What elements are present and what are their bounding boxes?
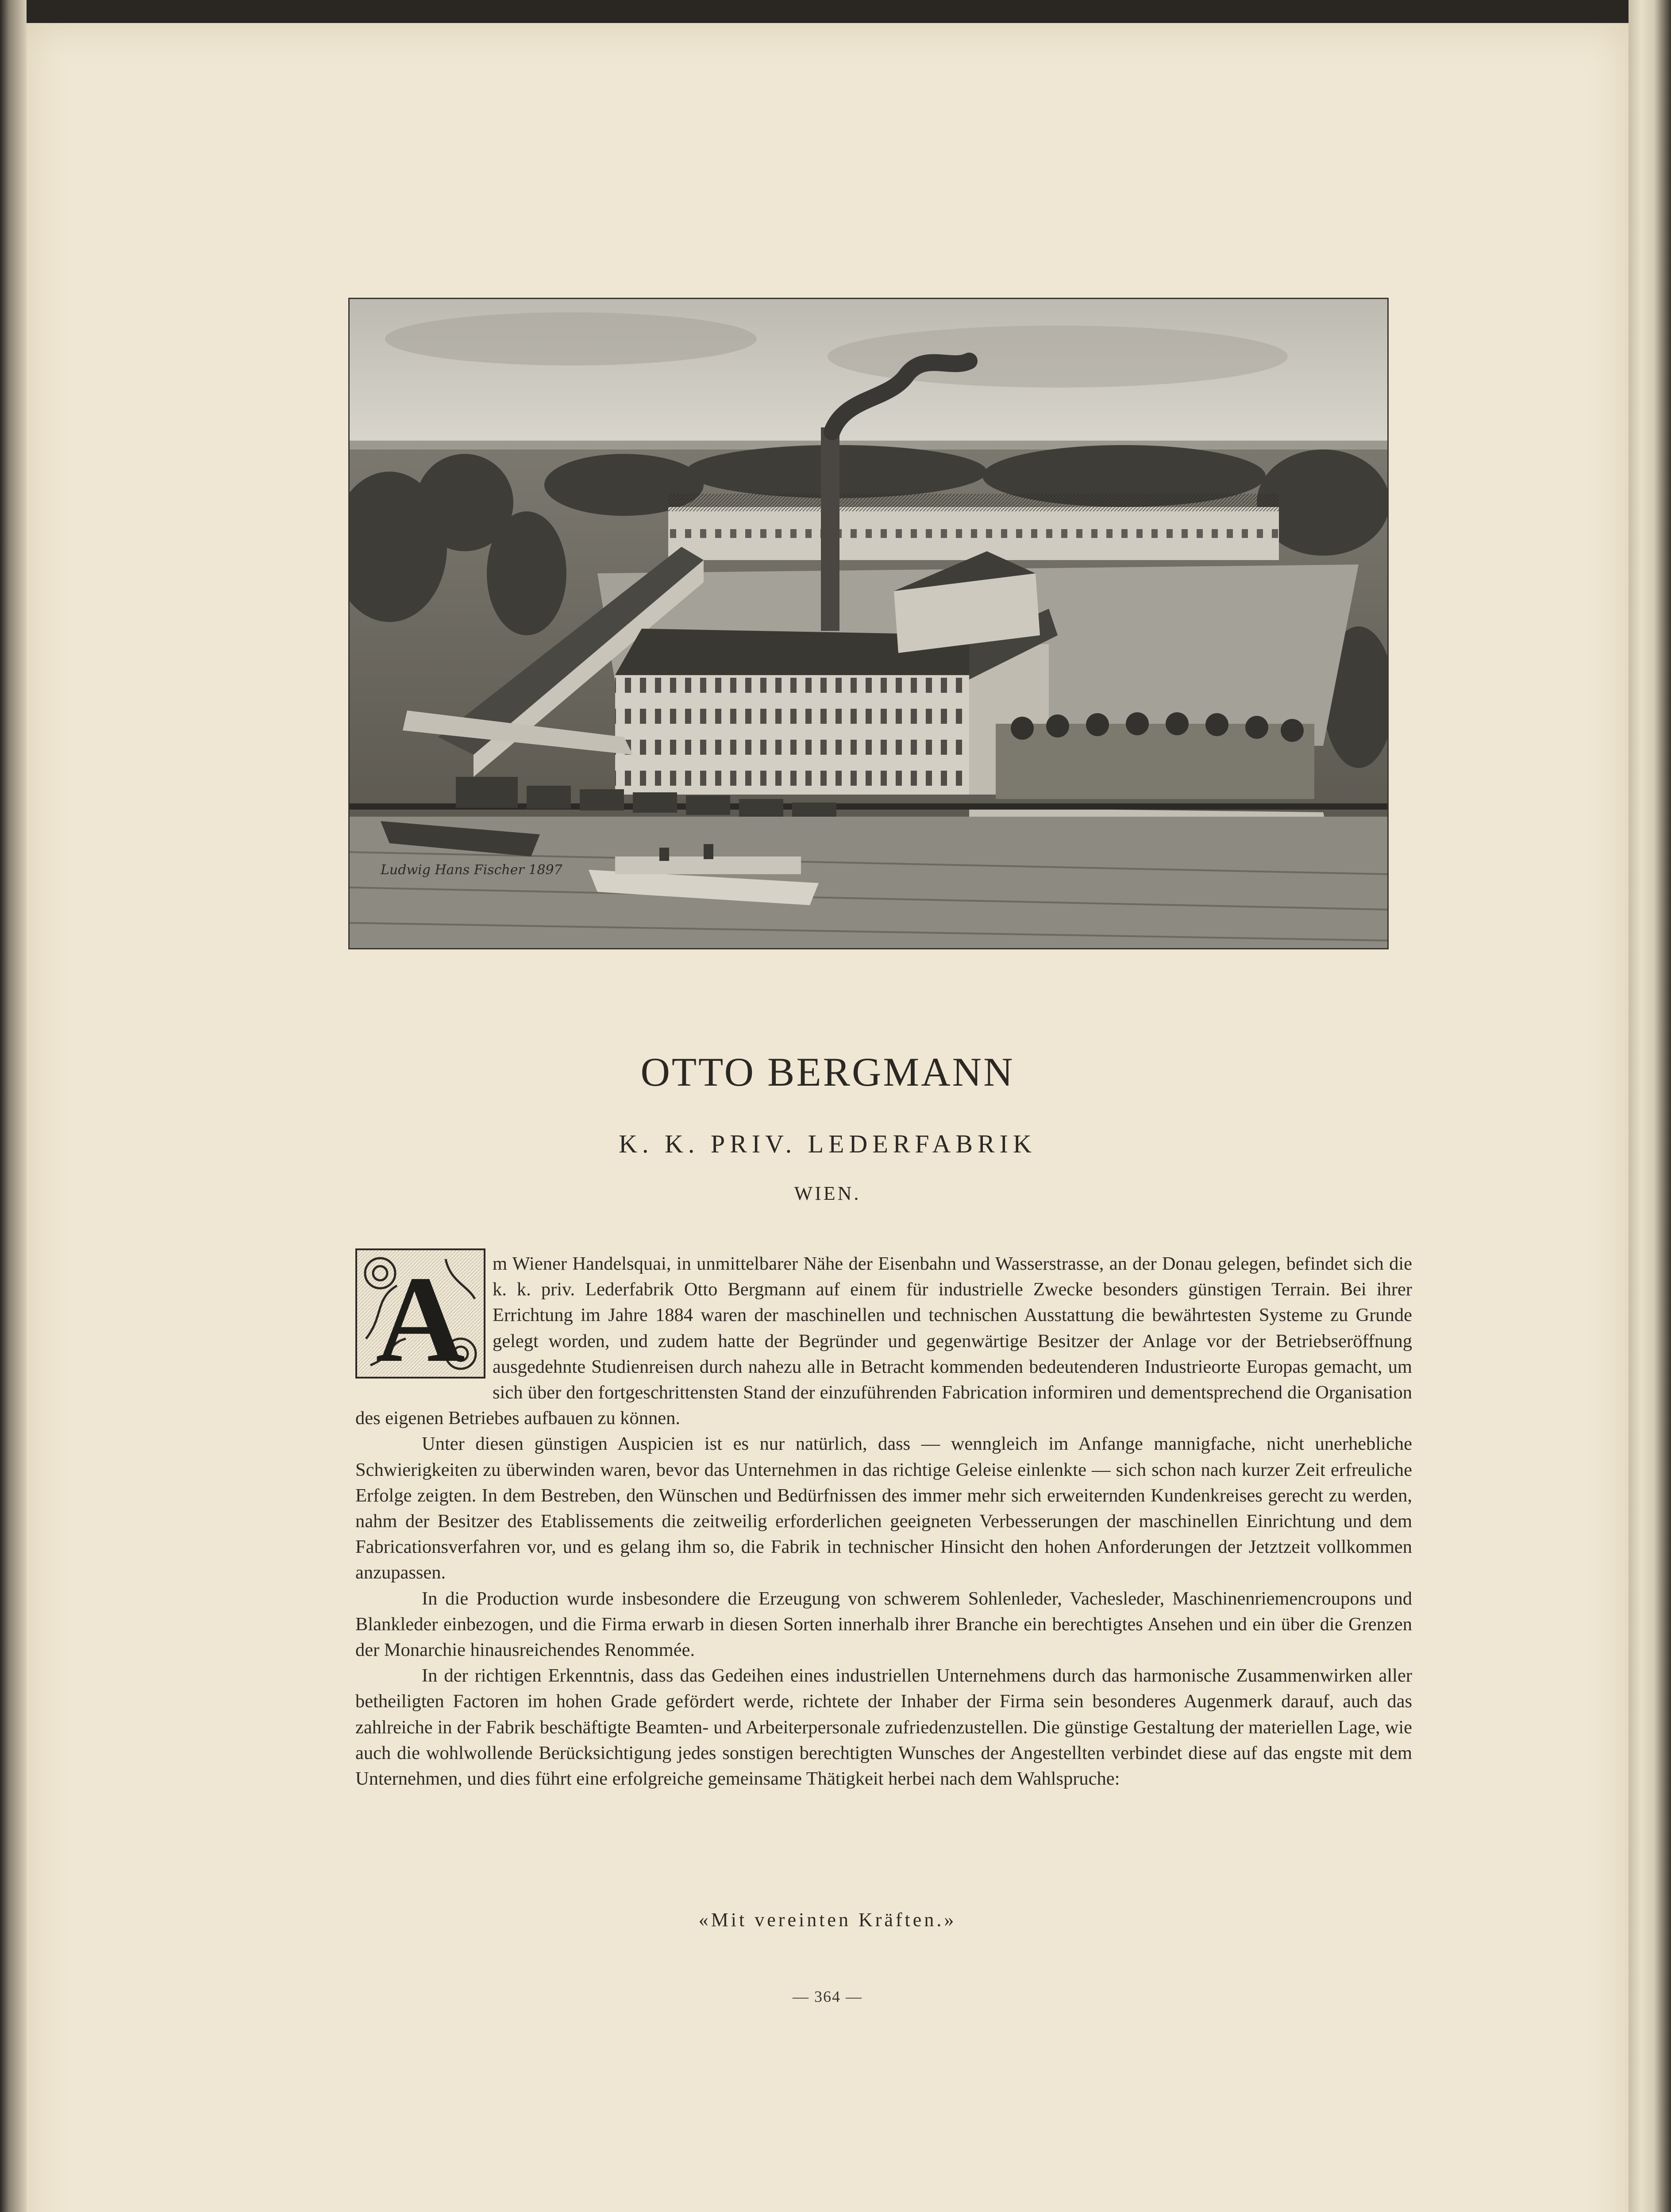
paragraph-3: In die Production wurde insbesondere die Erzeugung von schwerem Sohlenleder, Vachesleder, Maschinenriemencroupons und Blankleder einbezogen, und die Firma erwarb in diesen Sorten innerhalb ihrer Branche ein berechtigtes Ansehen und ein über die Grenzen der Monarchie hinausreichendes Renommée.	[355, 1588, 1412, 1661]
firm-name: OTTO BERGMANN	[640, 1049, 1015, 1094]
business-type: K. K. PRIV. LEDERFABRIK	[619, 1129, 1036, 1158]
initial-letter: A	[375, 1250, 466, 1377]
paragraph-4: In der richtigen Erkenntnis, dass das Gedeihen eines industriellen Unternehmens durch das harmonische Zusammenwirken aller betheiligten Factoren im hohen Grade gefördert werde, richtete der Inhaber der Firma sein besonderes Augenmerk darauf, auch das zahlreiche in der Fabrik beschäftigte Beamten- und Arbeiterpersonale zufriedenzustellen. Die günstige Gestaltung der materiellen Lage, wie auch die wohlwollende Berücksichtigung jedes sonstigen berechtigten Wunsches der Angestellten verbindet diese auf das engste mit dem Unternehmen, und dies führt eine erfolgreiche gemeinsame Thätigkeit herbei nach dem Wahlspruche:	[355, 1665, 1412, 1790]
motto: «Mit vereinten Kräften.»	[698, 1909, 957, 1931]
book-page	[27, 23, 1629, 2212]
factory-engraving	[350, 299, 1387, 948]
body-text	[355, 1251, 1412, 1792]
page-edge-right	[1629, 0, 1671, 2212]
city: WIEN.	[794, 1183, 861, 1204]
factory-illustration	[348, 298, 1389, 949]
paragraph-1: m Wiener Handelsquai, in unmittelbarer Nähe der Eisenbahn und Wasserstrasse, an der Donau gelegen, befindet sich die k. k. priv. Lederfabrik Otto Bergmann auf einem für industrielle Zwecke besonders günstigen Terrain. Bei ihrer Errichtung im Jahre 1884 waren der maschinellen und technischen Ausstattung die bewährtesten Systeme zu Grunde gelegt worden, und zudem hatte der Begründer und gegenwärtige Besitzer der Anlage vor der Betriebseröffnung ausgedehnte Studienreisen durch nahezu alle in Betracht kommenden bedeutenderen Industrieorte Europas gemacht, um sich über den fortgeschrittensten Stand der einzuführenden Fabrication informiren und dementsprechend die Organisation des eigenen Betriebes aufbauen zu können.	[355, 1253, 1412, 1429]
page-edge-left	[0, 0, 27, 2212]
paragraph-2: Unter diesen günstigen Auspicien ist es nur natürlich, dass — wenngleich im Anfange mannigfache, nicht unerhebliche Schwierigkeiten zu überwinden waren, bevor das Unternehmen in das richtige Geleise einlenkte — sich schon nach kurzer Zeit erfreuliche Erfolge zeigten. In dem Bestreben, den Wünschen und Bedürfnissen des immer mehr sich erweiternden Kundenkreises gerecht zu werden, nahm der Besitzer des Etablissements die zeitweilig erforderlichen geeigneten Verbesserungen der maschinellen Einrichtung und dem Fabricationsverfahren vor, und es gelang ihm so, die Fabrik in technischer Hinsicht den hohen Anforderungen der Jetztzeit vollkommen anzupassen.	[355, 1433, 1412, 1583]
artist-signature: Ludwig Hans Fischer 1897	[381, 862, 562, 878]
page-number: — 364 —	[793, 1988, 862, 2005]
initial-spacer	[355, 1251, 493, 1405]
